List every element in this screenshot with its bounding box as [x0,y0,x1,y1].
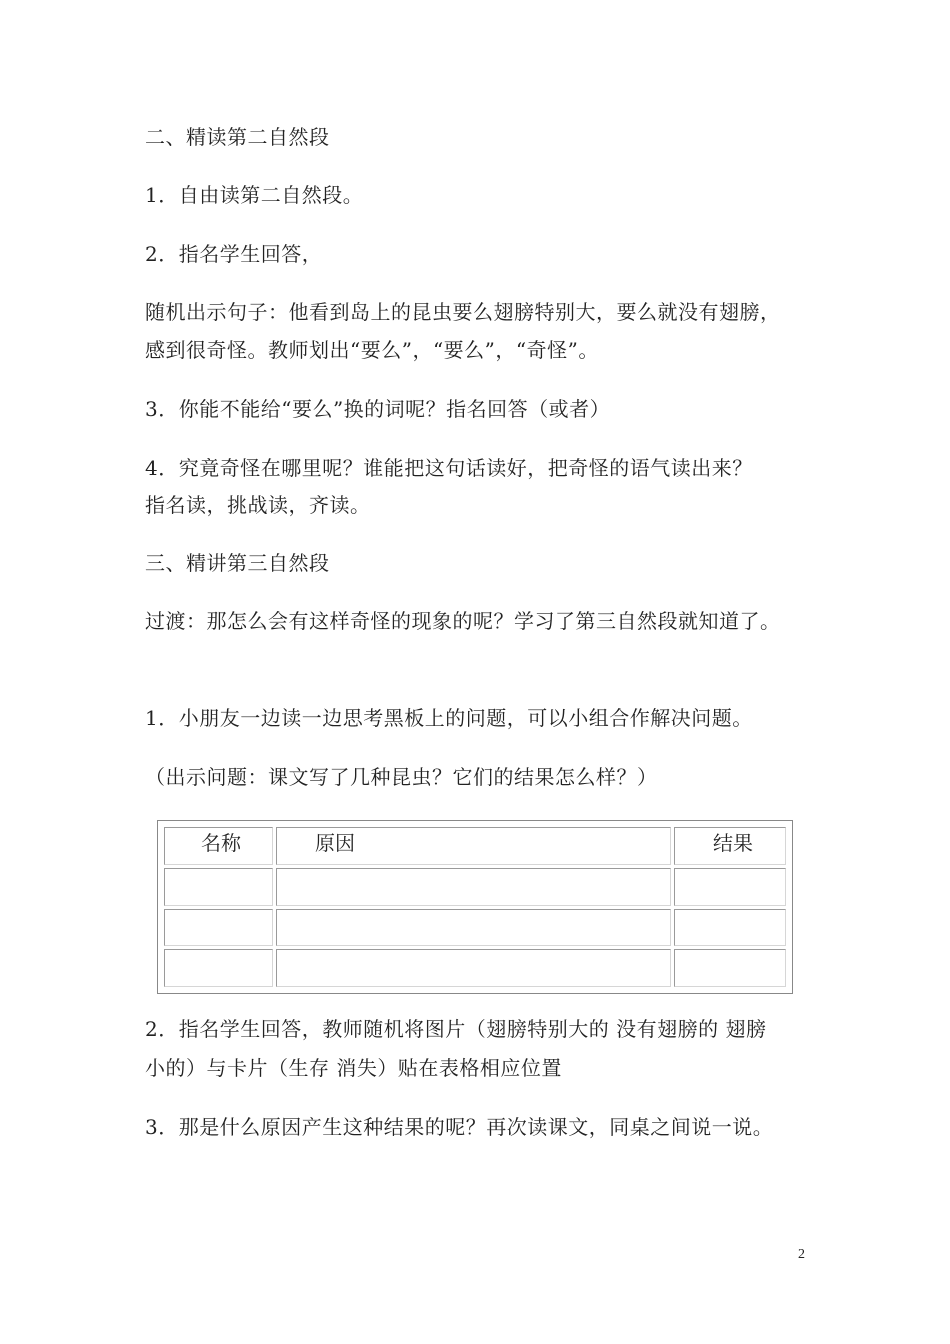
table-header-cell [276,827,671,865]
paragraph-transition: 过渡：那怎么会有这样奇怪的现象的呢？学习了第三自然段就知道了。 [145,609,781,633]
paragraph-item-2b-line2: 小的）与卡片（生存 消失）贴在表格相应位置 [145,1056,562,1080]
insect-table-grid [161,824,789,990]
section-heading-3: 三、精讲第三自然段 [145,551,330,575]
paragraph-show-sentence-line2: 感到很奇怪。教师划出“要么”，“要么”，“奇怪”。 [145,338,599,362]
page-number: 2 [798,1247,805,1262]
paragraph-item-2b-line1: 2．指名学生回答，教师随机将图片（翅膀特别大的 没有翅膀的 翅膀 [145,1017,767,1041]
paragraph-item-3: 3．你能不能给“要么”换的词呢？指名回答（或者） [145,397,611,421]
table-row [164,909,786,947]
paragraph-item-1: 1．自由读第二自然段。 [145,183,364,207]
paragraph-item-4-line2: 指名读，挑战读，齐读。 [145,493,371,517]
paragraph-item-2: 2．指名学生回答， [145,242,323,266]
paragraph-show-sentence-line1: 随机出示句子：他看到岛上的昆虫要么翅膀特别大，要么就没有翅膀， [145,300,781,324]
table-row [164,868,786,906]
table-header-cell [164,827,273,865]
table-cell [276,868,671,906]
table-cell [276,909,671,947]
paragraph-item-3b: 3．那是什么原因产生这种结果的呢？再次读课文，同桌之间说一说。 [145,1115,774,1139]
section-heading-2: 二、精读第二自然段 [145,125,330,149]
table-cell [276,949,671,987]
paragraph-item-1b: 1．小朋友一边读一边思考黑板上的问题，可以小组合作解决问题。 [145,706,753,730]
paragraph-item-4-line1: 4．究竟奇怪在哪里呢？谁能把这句话读好，把奇怪的语气读出来？ [145,456,753,480]
header-reason: 原因 [315,831,355,855]
table-header-row [164,827,786,865]
table-cell [164,949,273,987]
paragraph-question: （出示问题：课文写了几种昆虫？它们的结果怎么样？） [145,765,658,789]
table-row [164,949,786,987]
table-cell [164,868,273,906]
header-name: 名称 [201,831,241,855]
table-cell [674,868,786,906]
table-cell [674,949,786,987]
table-cell [164,909,273,947]
table-cell [674,909,786,947]
header-result: 结果 [713,831,753,855]
table-header-cell [674,827,786,865]
insect-table [157,820,793,994]
